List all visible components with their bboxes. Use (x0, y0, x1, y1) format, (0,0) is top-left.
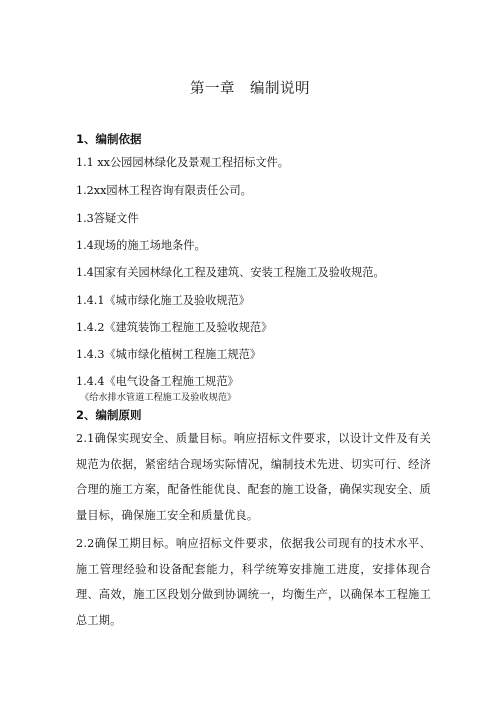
basis-item-1-4-3: 1.4.3《城市绿化植树工程施工规范》 (76, 348, 262, 361)
principle-paragraph-2-1: 2.1确保实现安全、质量目标。响应招标文件要求，以设计文件及有关规范为依据，紧密结合现场实际情况，编制技术先进、切实可行、经济合理的施工方案，配备性能优良、配套的施工设备，确保实现安全、质量目标，确保施工安全和质量优良。 (76, 432, 431, 522)
basis-item-1-4-1: 1.4.1《城市绿化施工及验收规范》 (76, 294, 250, 307)
basis-item-1-1: 1.1 xx公园园林绿化及景观工程招标文件。 (76, 156, 289, 169)
chapter-title: 第一章 编制说明 (190, 81, 310, 97)
principle-paragraph-2-2: 2.2确保工期目标。响应招标文件要求，依据我公司现有的技术水平、施工管理经验和设备配套能力，科学统筹安排施工进度，安排体现合理、高效，施工区段划分做到协调统一，均衡生产，以确保本工程施工总工期。 (76, 537, 431, 627)
section-heading-basis: 1、编制依据 (76, 132, 142, 146)
basis-item-1-2: 1.2xx园林工程咨询有限责任公司。 (76, 184, 252, 197)
basis-item-1-3: 1.3答疑文件 (76, 212, 139, 225)
section-heading-principles: 2、编制原则 (76, 408, 142, 422)
basis-item-1-4-2: 1.4.2《建筑装饰工程施工及验收规范》 (76, 321, 273, 334)
basis-item-extra: 《给水排水管道工程施工及验收规范》 (80, 392, 237, 403)
basis-item-1-4a: 1.4现场的施工场地条件。 (76, 239, 206, 252)
basis-item-1-4-4: 1.4.4《电气设备工程施工规范》 (76, 375, 239, 388)
basis-item-1-4b: 1.4国家有关园林绿化工程及建筑、安装工程施工及验收规范。 (76, 266, 385, 279)
